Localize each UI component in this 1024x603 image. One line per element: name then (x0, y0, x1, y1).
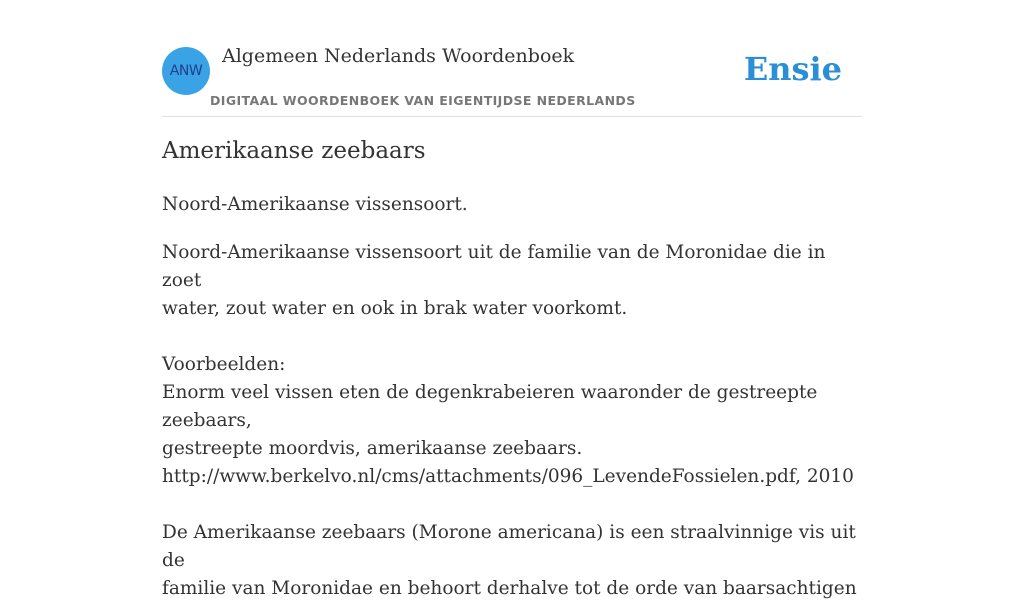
examples-label: Voorbeelden: (162, 354, 286, 375)
entry-content (162, 239, 862, 603)
example-line: familie van Moronidae en behoort derhalve tot de orde van baarsachtigen (162, 578, 857, 599)
description-line: water, zout water en ook in brak water voorkomt. (162, 298, 628, 319)
example-line: Enorm veel vissen eten de degenkrabeieren waaronder de gestreepte zeebaars, (162, 382, 818, 431)
description-line: Noord-Amerikaanse vissensoort uit de familie van de Moronidae die in zoet (162, 242, 826, 291)
example-2 (162, 519, 862, 603)
anw-logo[interactable]: ANW (162, 47, 210, 95)
page (162, 0, 862, 599)
example-line: gestreepte moordvis, amerikaanse zeebaars. (162, 438, 583, 459)
source-subtitle: DIGITAAL WOORDENBOEK VAN EIGENTIJDSE NEDERLANDS (210, 93, 636, 108)
example-line: De Amerikaanse zeebaars (Morone americana) is een straalvinnige vis uit de (162, 522, 856, 571)
example-source: http://www.berkelvo.nl/cms/attachments/096_LevendeFossielen.pdf, 2010 (162, 466, 854, 487)
source-name[interactable]: Algemeen Nederlands Woordenboek (222, 45, 575, 67)
entry-title: Amerikaanse zeebaars (162, 138, 426, 164)
header (162, 0, 862, 117)
description (162, 239, 862, 323)
examples (162, 351, 862, 491)
ensie-logo[interactable]: Ensie (743, 50, 842, 88)
short-definition: Noord-Amerikaanse vissensoort. (162, 194, 468, 215)
